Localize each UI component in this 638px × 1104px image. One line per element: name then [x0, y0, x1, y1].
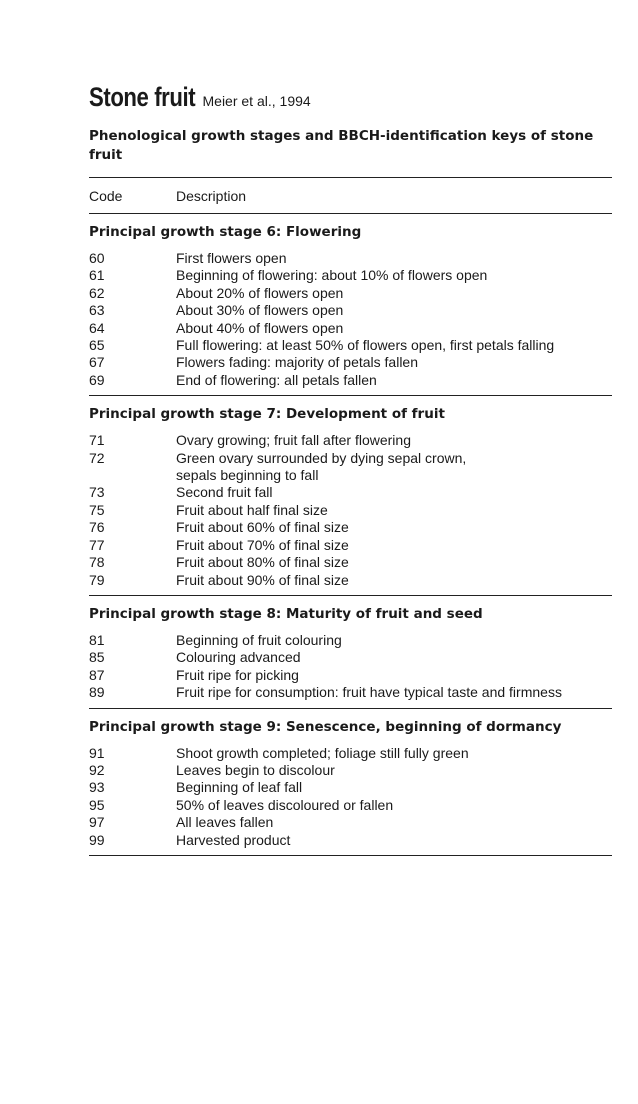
stage-code: 91 — [89, 744, 105, 761]
stage-description: Beginning of leaf fall — [176, 779, 303, 796]
stage-code: 95 — [89, 796, 105, 813]
description-column-header: Description — [176, 187, 247, 204]
section-title: Principal growth stage 9: Senescence, beginning of dormancy — [89, 718, 562, 735]
stage-description: Beginning of flowering: about 10% of flowers open — [176, 267, 488, 284]
document-page — [89, 82, 612, 856]
table-row — [89, 649, 612, 666]
table-row — [89, 354, 612, 371]
stage-description: Colouring advanced — [176, 649, 301, 666]
stage-description: Shoot growth completed; foliage still fully green — [176, 744, 469, 761]
stage-description: About 30% of flowers open — [176, 302, 344, 319]
table-subtitle: Phenological growth stages and BBCH-identification keys of stone fruit — [89, 128, 594, 163]
author-citation: Meier et al., 1994 — [202, 93, 311, 109]
stage-code: 65 — [89, 337, 105, 354]
table-row — [89, 684, 612, 701]
stage-code: 64 — [89, 319, 105, 336]
stage-code: 73 — [89, 484, 105, 501]
table-row — [89, 432, 612, 449]
stage-code: 85 — [89, 649, 105, 666]
stage-description: About 40% of flowers open — [176, 319, 344, 336]
stage-description: Fruit ripe for consumption: fruit have typical taste and firmness — [176, 684, 562, 701]
stage-description: Leaves begin to discolour — [176, 761, 335, 778]
stage-code: 63 — [89, 302, 105, 319]
table-header — [89, 178, 612, 213]
stage-description: All leaves fallen — [176, 814, 274, 831]
stage-code: 78 — [89, 554, 105, 571]
section-rows — [89, 250, 612, 395]
stage-code: 61 — [89, 267, 105, 284]
stage-code: 99 — [89, 831, 105, 848]
section-title: Principal growth stage 6: Flowering — [89, 224, 362, 240]
stage-description: Ovary growing; fruit fall after flowering — [176, 432, 411, 449]
table-row — [89, 250, 612, 267]
stage-description: Fruit about half final size — [176, 501, 328, 518]
section-title: Principal growth stage 8: Maturity of fruit and seed — [89, 605, 483, 622]
stage-description: Harvested product — [176, 831, 291, 848]
table-row — [89, 519, 612, 536]
stage-code: 71 — [89, 432, 105, 449]
stage-description: First flowers open — [176, 250, 287, 266]
stage-code: 93 — [89, 779, 105, 796]
table-row — [89, 302, 612, 319]
stage-code: 92 — [89, 761, 105, 778]
stage-code: 62 — [89, 284, 105, 301]
stage-description: Fruit about 70% of final size — [176, 536, 349, 553]
stage-description: Green ovary surrounded by dying sepal crown, sepals beginning to fall — [176, 449, 467, 484]
table-row — [89, 745, 612, 762]
stage-description: Beginning of fruit colouring — [176, 631, 342, 648]
stage-description: 50% of leaves discoloured or fallen — [176, 796, 394, 813]
table-row — [89, 572, 612, 589]
table-row — [89, 372, 612, 389]
table-row — [89, 779, 612, 796]
table-row — [89, 814, 612, 831]
stage-description: Fruit ripe for picking — [176, 666, 299, 683]
stage-code: 81 — [89, 631, 105, 648]
code-column-header: Code — [89, 187, 123, 204]
stage-code: 77 — [89, 536, 105, 553]
stage-code: 87 — [89, 666, 105, 683]
table-row — [89, 632, 612, 649]
stage-description: Second fruit fall — [176, 484, 273, 501]
table-row — [89, 832, 612, 849]
table-row — [89, 484, 612, 501]
section-rows — [89, 632, 612, 708]
table-bottom-rule — [89, 855, 612, 856]
table-row — [89, 537, 612, 554]
stage-code: 60 — [89, 250, 105, 266]
stage-description: About 20% of flowers open — [176, 284, 344, 301]
table-row — [89, 797, 612, 814]
section-rows — [89, 432, 612, 595]
table-row — [89, 267, 612, 284]
table-row — [89, 762, 612, 779]
stage-description: Full flowering: at least 50% of flowers open, first petals falling — [176, 337, 555, 354]
stage-code: 97 — [89, 814, 105, 831]
sections-container — [89, 213, 612, 856]
table-row — [89, 667, 612, 684]
table-row — [89, 285, 612, 302]
stage-description: Flowers fading: majority of petals fallen — [176, 354, 418, 371]
stage-code: 89 — [89, 684, 105, 701]
table-row — [89, 554, 612, 571]
page-title: Stone fruit — [89, 82, 196, 112]
table-row — [89, 337, 612, 354]
stage-code: 67 — [89, 354, 105, 371]
stage-description: Fruit about 60% of final size — [176, 519, 349, 536]
stage-code: 75 — [89, 501, 105, 518]
stage-code: 79 — [89, 571, 105, 588]
section-title: Principal growth stage 7: Development of fruit — [89, 406, 445, 423]
stage-description: Fruit about 80% of final size — [176, 554, 349, 571]
stage-code: 69 — [89, 371, 105, 388]
stage-description: Fruit about 90% of final size — [176, 571, 349, 588]
stage-description: End of flowering: all petals fallen — [176, 371, 377, 388]
stage-code: 76 — [89, 519, 105, 536]
stage-code: 72 — [89, 449, 105, 466]
table-row — [89, 320, 612, 337]
table-row — [89, 450, 612, 485]
title-row — [89, 82, 612, 118]
table-row — [89, 502, 612, 519]
section-rows — [89, 745, 612, 855]
